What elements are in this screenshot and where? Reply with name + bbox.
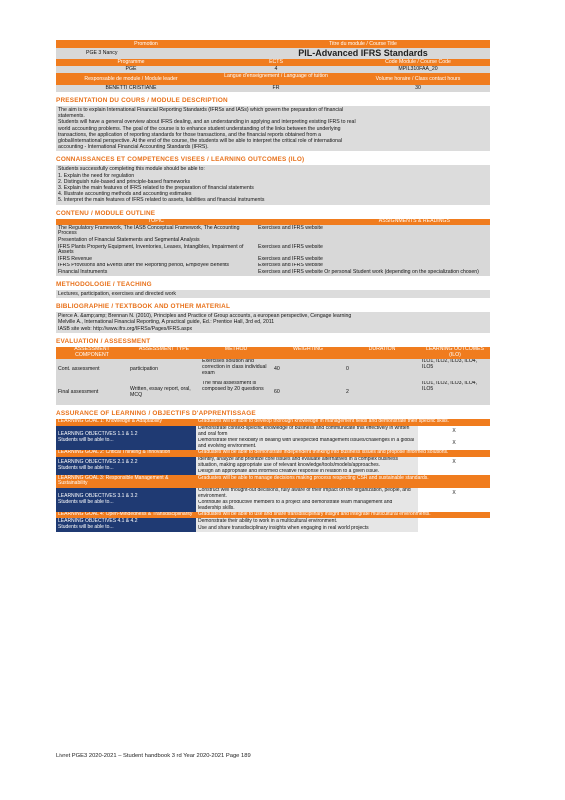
- presentation-line: The aim is to explain International Financial Reporting Standards (IFRSs and IASs) which govern the preparation of financial: [58, 107, 344, 113]
- objective-detail: Demonstrate their ability to work in a multicultural environment.: [196, 518, 418, 525]
- eval-header: DURATION: [368, 346, 396, 353]
- objective-row: [56, 457, 490, 469]
- eval-method: The final assessment is composed by 20 questions: [202, 380, 264, 393]
- outline-topic: IFRS Plants Property Equipment, Inventories, Leases, Intangibles, Impairment of Assets: [58, 244, 244, 256]
- eval-type: participation: [130, 366, 158, 373]
- ects-label: ECTS: [269, 59, 283, 65]
- outline-assign: Exercises and IFRS website: [258, 244, 323, 250]
- knowledge-line: 2. Distinguish rule-based and principle-based frameworks: [58, 178, 191, 185]
- presentation-title: PRESENTATION DU COURS / MODULE DESCRIPTION: [56, 97, 228, 104]
- eval-weighting: 60: [274, 389, 280, 396]
- objective-sub: Students will be able to...: [58, 464, 114, 471]
- knowledge-text: [56, 165, 490, 204]
- table-row: [56, 269, 490, 276]
- page-footer: Livret PGE3 2020-2021 – Student handbook 3 rd Year 2020-2021 Page 189: [56, 753, 251, 759]
- bibliography-title: BIBLIOGRAPHIE / TEXTBOOK AND OTHER MATERIAL: [56, 303, 231, 311]
- responsable-value: BENETTI CRISTIANE: [105, 85, 157, 91]
- eval-ilo: ILO1, ILO2, ILO3, ILO4, ILO5: [422, 380, 478, 393]
- eval-header: LEARNING OUTCOMES (ILO): [426, 346, 484, 358]
- presentation-line: world accounting problems. The goal of the course is to enhance student understanding of the links between the underlying: [58, 125, 341, 132]
- programme-value: PGE: [125, 66, 137, 72]
- table-row: [56, 237, 490, 244]
- volume-value: 30: [415, 85, 421, 91]
- objective-mark: X: [418, 457, 490, 469]
- objective-row: [56, 488, 490, 500]
- objective-row: [56, 426, 490, 438]
- knowledge-line: 4. Illustrate accounting methods and accounting estimates: [58, 191, 192, 198]
- objective-label: LEARNING OBJECTIVES 1.1 & 1.2: [58, 431, 138, 438]
- table-row: [56, 256, 490, 263]
- knowledge-line: 5. Interpret the main features of IFRS related to assets, liabilities and financial instruments: [58, 197, 265, 204]
- objective-cell: [56, 488, 196, 512]
- eval-header: ASSESSMENT COMPONENT: [74, 346, 110, 358]
- programme-label: Programme: [117, 59, 145, 65]
- goal-row: [56, 475, 490, 487]
- code-label: Code Module / Course Code: [385, 59, 451, 65]
- outline-assign: [256, 237, 490, 244]
- header-labels-row-1: [56, 40, 490, 48]
- objective-sub: Students will be able to...: [58, 436, 114, 443]
- bibliography-text: [56, 312, 490, 333]
- presentation-text: [56, 106, 490, 151]
- outline-assign-header: ASSIGNMENTS & READINGS: [378, 218, 450, 225]
- presentation-line: transactions, the application of reporting standards for those transactions, and the financial reports obtained from a: [58, 131, 321, 138]
- outline-assign: Exercises and IFRS website: [258, 262, 323, 269]
- objective-detail: Demonstrate context-specific knowledge of business and communicate this effectively in written and oral form: [196, 426, 418, 438]
- objective-mark: [418, 500, 490, 512]
- ects-value: 4: [274, 66, 278, 72]
- presentation-line: accounting - International Financial Accounting Standards (IFRS).: [58, 144, 209, 151]
- eval-component: Final assessment: [58, 389, 99, 396]
- header-values-row-2: [56, 66, 490, 73]
- objective-cell: [56, 426, 196, 450]
- table-row: [56, 359, 490, 381]
- promotion-label: Promotion: [134, 41, 158, 47]
- objective-detail: Demonstrate their flexibility in dealing with unexpected management issues/challenges in a global and evolving environment.: [196, 438, 418, 450]
- eval-duration: 2: [346, 389, 349, 396]
- assurance-table: [56, 419, 490, 532]
- contenu-title: CONTENU / MODULE OUTLINE: [56, 209, 156, 217]
- objective-cell: [56, 457, 196, 476]
- eval-header: METHOD: [224, 346, 248, 353]
- knowledge-line: Students successfully completing this module should be able to:: [58, 166, 205, 173]
- header-labels-row-2: [56, 59, 490, 66]
- objective-row: [56, 518, 490, 525]
- objective-detail: Construct well thought-out decisions, fully aware of their impact on the organization, people, and environment.: [196, 488, 418, 500]
- assurance-title: ASSURANCE OF LEARNING / OBJECTIFS D'APPRENTISSAGE: [56, 409, 256, 417]
- promotion-value: PGE 3 Nancy: [86, 50, 118, 56]
- outline-topic-header: TOPIC: [148, 218, 164, 225]
- evaluation-table: [56, 347, 490, 405]
- table-row: [56, 263, 490, 270]
- outline-assign: Exercises and IFRS website Or personal Student work (depending on the specialization chosen): [258, 269, 479, 275]
- goal-label: LEARNING GOAL 2: Critical Thinking & Innovation: [56, 450, 196, 457]
- presentation-line: global/international perspective. At the end of the course, the students will be able to interpret the critical role of international: [58, 138, 343, 145]
- knowledge-line: 1. Explain the need for regulation: [58, 172, 135, 179]
- goal-label: LEARNING GOAL 4: Open-Mindedness & Transdisciplinarity: [56, 512, 196, 519]
- outline-assign: Exercises and IFRS website: [258, 256, 323, 262]
- table-row: [56, 225, 490, 237]
- methodology-line: Lectures, participation, exercises and directed work: [58, 290, 176, 297]
- knowledge-line: 3. Explain the main features of IFRS related to the preparation of financial statements: [58, 185, 254, 192]
- header-values-row-3: [56, 85, 490, 92]
- objective-label: LEARNING OBJECTIVES 3.1 & 3.2: [58, 493, 138, 500]
- code-value: MPIL310FAA_20: [398, 66, 438, 72]
- outline-topic: IFRS Revenue: [58, 256, 93, 262]
- table-row: [56, 244, 490, 256]
- goal-row: [56, 450, 490, 457]
- title-label: Titre du module / Course Title: [329, 41, 397, 47]
- goal-description: Graduates will be able to develop thorough knowledge in management fields and demonstrate their specific skills.: [196, 419, 490, 426]
- goal-row: [56, 512, 490, 519]
- objective-mark: [418, 469, 490, 476]
- objective-mark: X: [418, 488, 490, 500]
- evaluation-title: EVALUATION / ASSESSMENT: [56, 337, 151, 345]
- objective-cell: [56, 518, 196, 531]
- langue-label: Langue d'enseignement / Language of tuition: [224, 73, 328, 79]
- eval-duration: 0: [346, 366, 349, 373]
- methodology-text: [56, 290, 490, 298]
- outline-topic: The Regulatory Framework, The IASB Conceptual Framework, The Accounting Process: [58, 225, 240, 237]
- objective-detail: Use and share transdisciplinary insights when engaging in real world projects: [196, 525, 418, 532]
- course-sheet: [56, 40, 490, 532]
- presentation-line: statements.: [58, 113, 85, 120]
- outline-topic: Presentation of Financial Statements and Segmental Analysis: [58, 237, 200, 243]
- objective-mark: [418, 518, 490, 525]
- responsable-label: Responsable de module / Module leader: [84, 76, 178, 82]
- outline-assign: Exercises and IFRS website: [258, 225, 323, 231]
- objective-detail: Design an appropriate and informed creative response in relation to a given issue.: [196, 469, 418, 476]
- course-title: PIL-Advanced IFRS Standards: [298, 48, 428, 58]
- header-values-row-1: [56, 48, 490, 59]
- bibliography-line: IASB site web: http://www.ifrs.org/IFRSs/Pages/IFRS.aspx: [58, 325, 193, 332]
- outline-topic: IFRS Provisions and Events after the Reporting period, Employee Benefits: [58, 262, 229, 269]
- goal-description: Graduates will be able to manage decisions making process respecting CSR and sustainable standards.: [196, 475, 490, 487]
- methodology-title: METHODOLOGIE / TEACHING: [56, 280, 152, 288]
- objective-label: LEARNING OBJECTIVES 4.1 & 4.2: [58, 518, 138, 525]
- goal-description: Graduates will be able to demonstrate independent thinking into business issues and propose informed solutions.: [196, 450, 490, 457]
- header-labels-row-3: [56, 73, 490, 85]
- objective-sub: Students will be able to...: [58, 498, 114, 505]
- langue-value: FR: [272, 85, 280, 91]
- objective-mark: X: [418, 438, 490, 450]
- objective-sub: Students will be able to...: [58, 524, 114, 531]
- goal-row: [56, 419, 490, 426]
- eval-ilo: ILO1, ILO2, ILO3, ILO4, ILO5: [422, 358, 478, 371]
- bibliography-line: Pierce A. &amp;amp; Brennan N. (2010), Principles and Practice of Group accounts, a european perspective, Cengage learning: [58, 313, 352, 320]
- eval-method: Exercises solution and correction in class individual exam: [202, 358, 267, 376]
- outline-topic: Financial Instruments: [58, 269, 108, 275]
- objective-detail: Identify, analyze and prioritize core issues and evaluate alternatives in a complex business situation, making appropriate use of relevant knowledge/tools/models/approaches.: [196, 457, 418, 469]
- bibliography-line: Melville A., International Financial Reporting, A practical guide, Ed.: Prentice Hall, 3rd ed, 2011: [58, 319, 275, 326]
- objective-detail: Contribute as productive members to a project and demonstrate team management and leadership skills.: [196, 500, 418, 512]
- goal-label: LEARNING GOAL 3: Responsible Management & Sustainability: [56, 475, 196, 487]
- volume-label: Volume horaire / Class contact hours: [375, 76, 461, 82]
- eval-header: ASSESSMENT TYPE: [138, 346, 190, 353]
- presentation-line: Students will have a general overview about IFRS dealing, and an understanding in applying and interpreting existing IFRS to real: [58, 119, 356, 126]
- goal-description: Graduates will be able to use and share transdisciplinary insight and integrate multicultural environments.: [196, 512, 490, 519]
- objective-label: LEARNING OBJECTIVES 2.1 & 2.2: [58, 459, 138, 466]
- objective-mark: X: [418, 426, 490, 438]
- outline-table: [56, 219, 490, 276]
- evaluation-header-row: [56, 347, 490, 359]
- knowledge-title: CONNAISSANCES ET COMPETENCES VISEES / LEARNING OUTCOMES (ILO): [56, 156, 305, 164]
- eval-header: WEIGHTING: [293, 346, 323, 353]
- eval-component: Cont. assessment: [58, 366, 100, 373]
- eval-type: Written, essay report, oral, MCQ: [130, 386, 191, 398]
- table-row: [56, 381, 490, 405]
- objective-mark: [418, 525, 490, 532]
- goal-label: LEARNING GOAL 1: Knowledge & Adaptability: [56, 419, 196, 426]
- outline-header-row: [56, 219, 490, 226]
- eval-weighting: 40: [274, 366, 280, 373]
